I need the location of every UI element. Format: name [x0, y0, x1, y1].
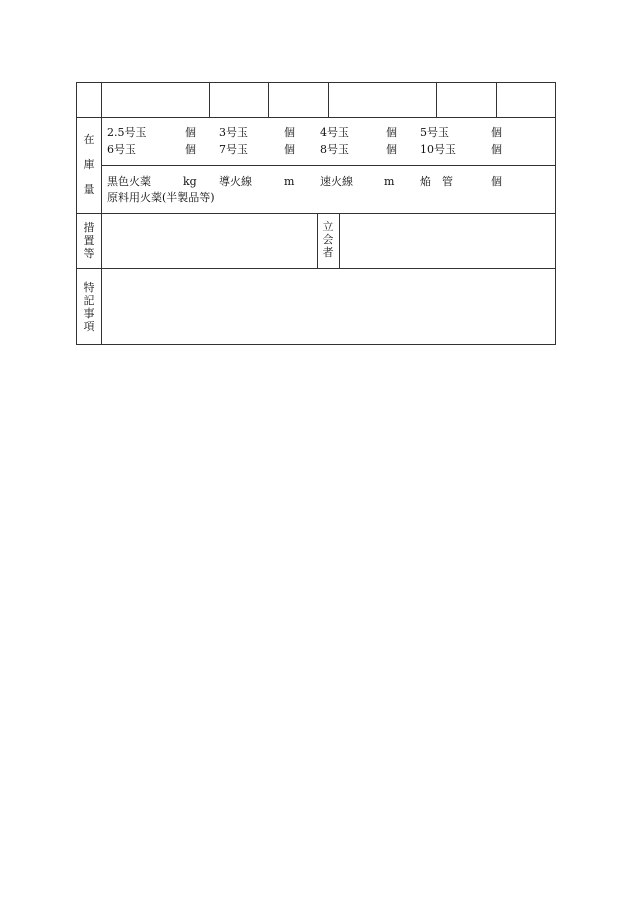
shell-unit: 個: [491, 126, 502, 139]
shell-size: 7号玉: [219, 143, 248, 156]
material-unit: m: [384, 175, 395, 188]
material-name: 焔 管: [420, 175, 453, 188]
shell-unit: 個: [284, 126, 295, 139]
measures-label-3: 等: [83, 247, 95, 260]
witness-label-2: 会: [322, 233, 334, 246]
remarks-label-3: 事: [83, 307, 95, 320]
col-divider: [496, 83, 497, 117]
witness-label-3: 者: [322, 246, 334, 259]
row-divider: [101, 165, 555, 166]
col-divider: [268, 83, 269, 117]
row-divider: [77, 117, 555, 118]
shell-unit: 個: [185, 126, 196, 139]
col-divider: [339, 213, 340, 268]
col-divider: [328, 83, 329, 117]
col-divider: [317, 213, 318, 268]
raw-material-label: 原料用火薬(半製品等): [107, 191, 215, 204]
remarks-label-1: 特: [83, 281, 95, 294]
measures-label-1: 措: [83, 221, 95, 234]
shell-size: 10号玉: [420, 143, 456, 156]
material-name: 速火線: [320, 175, 353, 188]
shell-size: 5号玉: [420, 126, 449, 139]
shell-size: 6号玉: [107, 143, 136, 156]
shell-size: 4号玉: [320, 126, 349, 139]
shell-unit: 個: [491, 143, 502, 156]
inventory-label-3: 量: [83, 183, 95, 196]
row-divider: [77, 268, 555, 269]
witness-label-1: 立: [322, 220, 334, 233]
shell-unit: 個: [284, 143, 295, 156]
shell-unit: 個: [386, 126, 397, 139]
material-unit: 個: [491, 175, 502, 188]
material-unit: kg: [183, 175, 197, 188]
col-divider: [436, 83, 437, 117]
remarks-label-2: 記: [83, 294, 95, 307]
inventory-form-table: [76, 82, 556, 345]
shell-unit: 個: [185, 143, 196, 156]
material-unit: m: [284, 175, 295, 188]
material-name: 導火線: [219, 175, 252, 188]
shell-size: 8号玉: [320, 143, 349, 156]
col-divider: [209, 83, 210, 117]
remarks-label-4: 項: [83, 320, 95, 333]
shell-size: 3号玉: [219, 126, 248, 139]
shell-size: 2.5号玉: [107, 126, 147, 139]
inventory-label-2: 庫: [83, 158, 95, 171]
shell-unit: 個: [386, 143, 397, 156]
inventory-label-1: 在: [83, 133, 95, 146]
row-divider: [77, 213, 555, 214]
measures-label-2: 置: [83, 234, 95, 247]
label-column-divider: [101, 83, 102, 344]
material-name: 黒色火薬: [107, 175, 151, 188]
